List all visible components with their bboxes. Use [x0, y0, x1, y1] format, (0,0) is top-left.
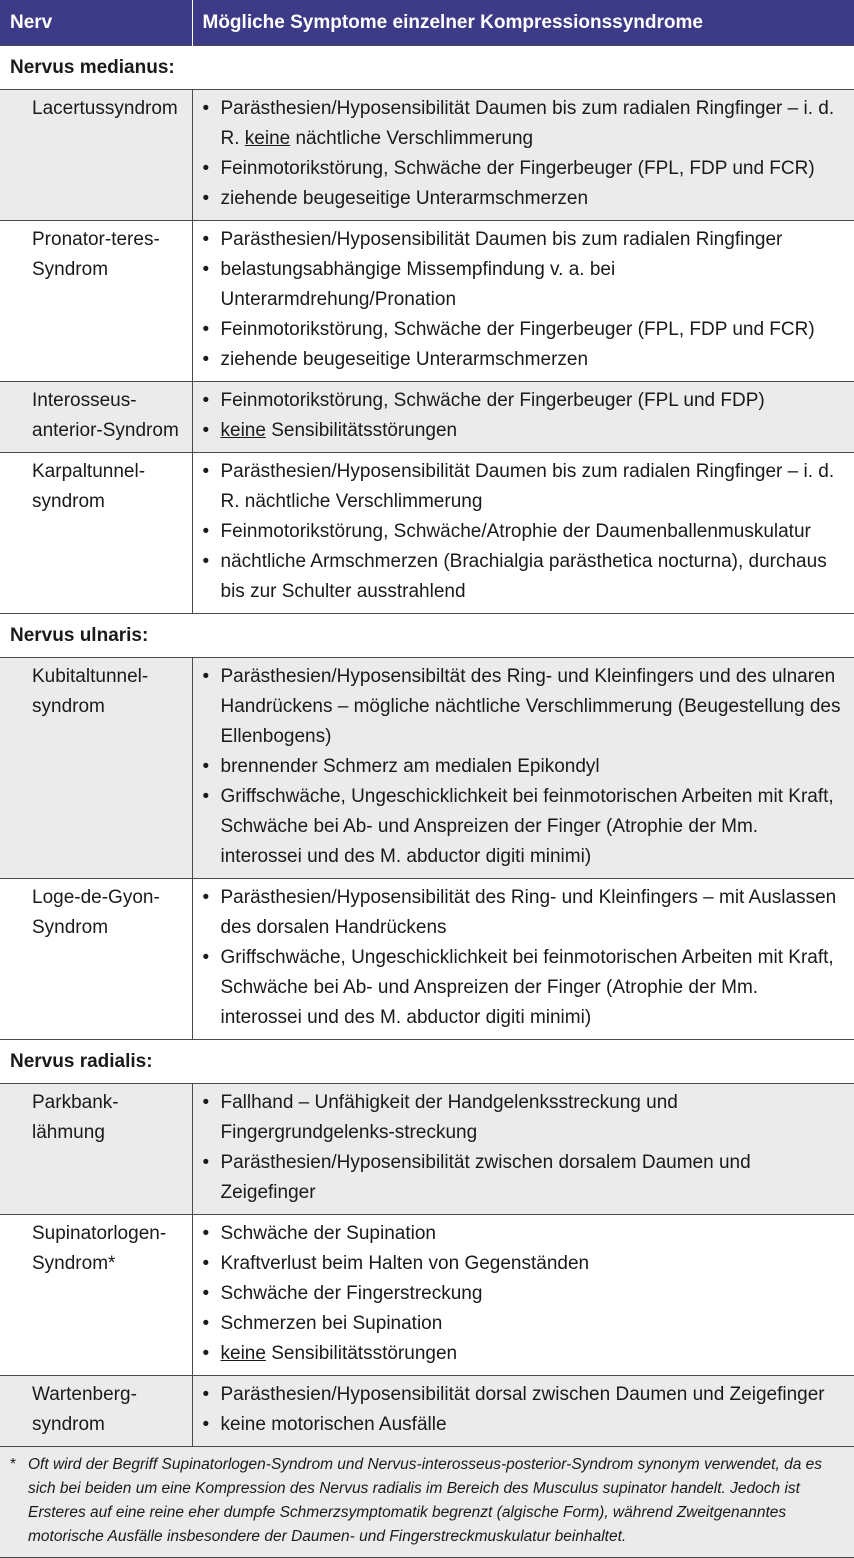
symptom-text: Griffschwäche, Ungeschicklichkeit bei feinmotorischen Arbeiten mit Kraft, Schwäche bei Ab- und Anspreizen der Finger (Atrophie der Mm. interossei und des M. abductor digiti minimi): [220, 947, 834, 1028]
list-item: [203, 1219, 845, 1249]
list-item: [203, 883, 845, 943]
syndrome-name-line: Supinatorlogen-: [32, 1223, 167, 1244]
symptom-text: Parästhesien/Hyposensibilität Daumen bis zum radialen Ringfinger: [220, 229, 783, 250]
footnote-text: Oft wird der Begriff Supinatorlogen-Syndrom und Nervus-interosseus-posterior-Syndrom synonym verwendet, da es sich bei beiden um eine Kompression des Nervus radialis im Bereich des Musculus supinator handelt. Jedoch ist Ersteres auf eine reine eher dumpfe Schmerzsymptomatik begrenzt (algische Form), während Zweitgenanntes motorische Ausfälle insbesondere der Daumen- und Fingerstreckmuskulatur beinhaltet.: [28, 1456, 823, 1545]
syndrome-name-line: syndrom: [32, 1414, 105, 1435]
symptom-text: Schmerzen bei Supination: [220, 1313, 443, 1334]
syndrome-name: [0, 90, 192, 221]
list-item: [203, 225, 845, 255]
symptom-list: [203, 883, 845, 1033]
symptom-text: Griffschwäche, Ungeschicklichkeit bei feinmotorischen Arbeiten mit Kraft, Schwäche bei Ab- und Anspreizen der Finger (Atrophie der Mm. interossei und des M. abductor digiti minimi): [220, 786, 834, 867]
symptom-cell: [192, 879, 854, 1040]
symptom-cell: [192, 90, 854, 221]
list-item: [203, 345, 845, 375]
syndrome-name: [0, 1084, 192, 1215]
symptom-cell: [192, 1215, 854, 1376]
symptom-list: [203, 662, 845, 872]
symptom-text: Parästhesien/Hyposensibilität Daumen bis zum radialen Ringfinger – i. d. R. nächtliche Verschlimmerung: [220, 461, 835, 512]
list-item: [203, 94, 845, 154]
symptom-cell: [192, 453, 854, 614]
symptom-text: Schwäche der Fingerstreckung: [220, 1283, 483, 1304]
table-body: [0, 46, 854, 1447]
symptom-list: [203, 1088, 845, 1208]
symptom-text: Parästhesien/Hyposensibilität des Ring- und Kleinfingers – mit Auslassen des dorsalen Handrückens: [220, 887, 837, 938]
list-item: [203, 457, 845, 517]
table-row: [0, 1215, 854, 1376]
symptom-cell: [192, 221, 854, 382]
symptom-text: Feinmotorikstörung, Schwäche der Fingerbeuger (FPL, FDP und FCR): [220, 319, 815, 340]
table-row: [0, 221, 854, 382]
syndrome-name-line: Karpaltunnel-: [32, 461, 146, 482]
symptom-list: [203, 94, 845, 214]
symptom-text: Parästhesien/Hyposensibilität zwischen dorsalem Daumen und Zeigefinger: [220, 1152, 751, 1203]
symptom-text: Fallhand – Unfähigkeit der Handgelenksstreckung und Fingergrundgelenks-streckung: [220, 1092, 678, 1143]
symptom-list: [203, 225, 845, 375]
underlined-text: keine: [220, 420, 266, 441]
symptom-text: Feinmotorikstörung, Schwäche/Atrophie der Daumenballenmuskulatur: [220, 521, 811, 542]
list-item: [203, 943, 845, 1033]
table-row: [0, 90, 854, 221]
table-row: [0, 658, 854, 879]
symptom-text: keine motorischen Ausfälle: [220, 1414, 447, 1435]
symptom-text: Parästhesien/Hyposensibiltät des Ring- und Kleinfingers und des ulnaren Handrückens – mögliche nächtliche Verschlimmerung (Beugestellung des Ellenbogens): [220, 666, 841, 747]
syndrome-name-line: Syndrom*: [32, 1253, 116, 1274]
syndrome-name: [0, 453, 192, 614]
footnote: [0, 1447, 854, 1558]
symptom-text: ziehende beugeseitige Unterarmschmerzen: [220, 188, 589, 209]
section-title: Nervus medianus:: [0, 46, 854, 90]
table-row: [0, 1376, 854, 1447]
section-row: [0, 1040, 854, 1084]
syndrome-name-line: Wartenberg-: [32, 1384, 137, 1405]
list-item: [203, 752, 845, 782]
list-item: [203, 517, 845, 547]
header-symptoms: Mögliche Symptome einzelner Kompressionssyndrome: [192, 0, 854, 46]
list-item: [203, 416, 845, 446]
section-title: Nervus ulnaris:: [0, 614, 854, 658]
symptom-list: [203, 1380, 845, 1440]
list-item: [203, 255, 845, 315]
list-item: [203, 386, 845, 416]
syndrome-name-line: Syndrom: [32, 917, 109, 938]
syndrome-name: [0, 1376, 192, 1447]
list-item: [203, 154, 845, 184]
list-item: [203, 547, 845, 607]
syndrome-name-line: Lacertussyndrom: [32, 98, 178, 119]
symptom-text: Schwäche der Supination: [220, 1223, 436, 1244]
syndrome-name: [0, 382, 192, 453]
header-nerv: Nerv: [0, 0, 192, 46]
table-header-row: [0, 0, 854, 46]
syndrome-name: [0, 221, 192, 382]
list-item: [203, 1410, 845, 1440]
syndrome-name-line: anterior-Syndrom: [32, 420, 179, 441]
syndrome-name: [0, 1215, 192, 1376]
table-row: [0, 382, 854, 453]
syndrome-name-line: Syndrom: [32, 259, 109, 280]
table-row: [0, 1084, 854, 1215]
table-row: [0, 879, 854, 1040]
underlined-text: keine: [244, 128, 291, 149]
symptom-cell: [192, 658, 854, 879]
symptom-text: nächtliche Verschlimmerung: [290, 128, 534, 149]
symptom-text: Sensibilitätsstörungen: [265, 420, 458, 441]
list-item: [203, 1279, 845, 1309]
underlined-text: keine: [220, 1343, 266, 1364]
symptom-text: Sensibilitätsstörungen: [265, 1343, 458, 1364]
list-item: [203, 1249, 845, 1279]
list-item: [203, 782, 845, 872]
syndrome-name-line: syndrom: [32, 491, 105, 512]
syndrome-name: [0, 879, 192, 1040]
syndrome-name: [0, 658, 192, 879]
syndrome-name-line: Interosseus-: [32, 390, 137, 411]
symptom-text: brennender Schmerz am medialen Epikondyl: [220, 756, 600, 777]
symptom-text: Feinmotorikstörung, Schwäche der Fingerbeuger (FPL und FDP): [220, 390, 765, 411]
list-item: [203, 1088, 845, 1148]
syndrome-name-line: Pronator-teres-: [32, 229, 160, 250]
syndrome-name-line: syndrom: [32, 696, 105, 717]
section-row: [0, 614, 854, 658]
symptom-text: Feinmotorikstörung, Schwäche der Fingerbeuger (FPL, FDP und FCR): [220, 158, 815, 179]
syndrome-name-line: Loge-de-Gyon-: [32, 887, 160, 908]
symptom-text: belastungsabhängige Missempfindung v. a. bei Unterarmdrehung/Pronation: [220, 259, 616, 310]
list-item: [203, 315, 845, 345]
list-item: [203, 1309, 845, 1339]
symptom-list: [203, 1219, 845, 1369]
syndrome-name-line: Kubitaltunnel-: [32, 666, 149, 687]
list-item: [203, 662, 845, 752]
symptom-text: nächtliche Armschmerzen (Brachialgia parästhetica nocturna), durchaus bis zur Schulter ausstrahlend: [220, 551, 827, 602]
list-item: [203, 1148, 845, 1208]
symptom-list: [203, 386, 845, 446]
section-row: [0, 46, 854, 90]
syndrome-name-line: lähmung: [32, 1122, 105, 1143]
section-title: Nervus radialis:: [0, 1040, 854, 1084]
syndrome-name-line: Parkbank-: [32, 1092, 119, 1113]
footnote-marker: *: [10, 1456, 17, 1473]
symptom-list: [203, 457, 845, 607]
list-item: [203, 184, 845, 214]
symptom-text: Parästhesien/Hyposensibilität Daumen bis zum radialen Ringfinger – i. d. R.: [220, 98, 835, 149]
list-item: [203, 1380, 845, 1410]
symptom-cell: [192, 382, 854, 453]
symptom-text: ziehende beugeseitige Unterarmschmerzen: [220, 349, 589, 370]
symptom-cell: [192, 1084, 854, 1215]
symptom-text: Kraftverlust beim Halten von Gegenständen: [220, 1253, 590, 1274]
symptom-text: Parästhesien/Hyposensibilität dorsal zwischen Daumen und Zeigefinger: [220, 1384, 825, 1405]
list-item: [203, 1339, 845, 1369]
symptom-cell: [192, 1376, 854, 1447]
table-row: [0, 453, 854, 614]
